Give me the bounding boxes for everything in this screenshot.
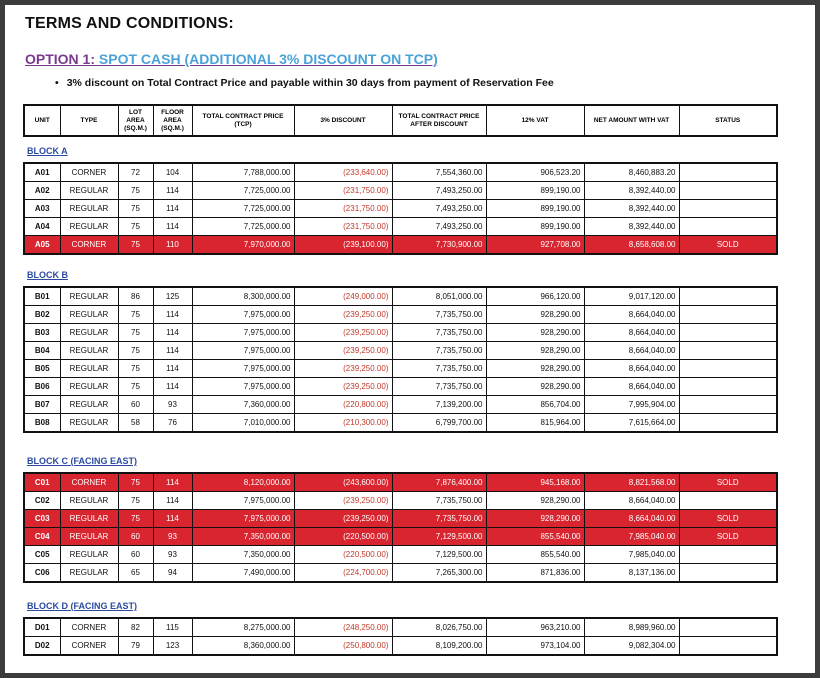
table-row — [24, 182, 777, 200]
cell-net-amount: 8,821,568.00 — [584, 473, 679, 492]
cell-floor-area: 114 — [153, 342, 192, 360]
cell-tcp-after-discount: 7,735,750.00 — [392, 306, 486, 324]
cell-discount: (239,250.00) — [294, 360, 392, 378]
cell-vat: 928,290.00 — [486, 378, 584, 396]
cell-type: REGULAR — [60, 564, 118, 583]
cell-vat: 927,708.00 — [486, 236, 584, 255]
cell-discount: (233,640.00) — [294, 163, 392, 182]
cell-lot-area: 82 — [118, 618, 153, 637]
cell-floor-area: 110 — [153, 236, 192, 255]
cell-unit: C02 — [24, 492, 60, 510]
cell-discount: (239,250.00) — [294, 492, 392, 510]
table-row — [24, 287, 777, 306]
cell-net-amount: 7,985,040.00 — [584, 528, 679, 546]
cell-status — [679, 324, 777, 342]
cell-tcp: 7,975,000.00 — [192, 360, 294, 378]
cell-net-amount: 9,017,120.00 — [584, 287, 679, 306]
cell-floor-area: 114 — [153, 473, 192, 492]
cell-unit: B07 — [24, 396, 60, 414]
page-title: TERMS AND CONDITIONS: — [25, 15, 234, 32]
cell-tcp: 8,360,000.00 — [192, 637, 294, 656]
cell-tcp-after-discount: 7,265,300.00 — [392, 564, 486, 583]
cell-type: REGULAR — [60, 492, 118, 510]
cell-unit: A01 — [24, 163, 60, 182]
cell-type: REGULAR — [60, 324, 118, 342]
header-floor-area: FLOOR AREA (SQ.M.) — [153, 105, 192, 136]
cell-tcp-after-discount: 8,026,750.00 — [392, 618, 486, 637]
cell-discount: (210,300.00) — [294, 414, 392, 433]
cell-tcp-after-discount: 7,129,500.00 — [392, 528, 486, 546]
cell-discount: (220,500.00) — [294, 546, 392, 564]
cell-tcp: 7,010,000.00 — [192, 414, 294, 433]
cell-vat: 899,190.00 — [486, 200, 584, 218]
cell-tcp: 7,350,000.00 — [192, 546, 294, 564]
cell-lot-area: 79 — [118, 637, 153, 656]
cell-vat: 973,104.00 — [486, 637, 584, 656]
cell-lot-area: 65 — [118, 564, 153, 583]
cell-floor-area: 115 — [153, 618, 192, 637]
cell-status: SOLD — [679, 236, 777, 255]
cell-net-amount: 8,460,883.20 — [584, 163, 679, 182]
cell-unit: C04 — [24, 528, 60, 546]
cell-type: REGULAR — [60, 218, 118, 236]
cell-lot-area: 86 — [118, 287, 153, 306]
cell-lot-area: 75 — [118, 378, 153, 396]
cell-discount: (224,700.00) — [294, 564, 392, 583]
cell-tcp: 7,725,000.00 — [192, 218, 294, 236]
cell-net-amount: 8,664,040.00 — [584, 324, 679, 342]
table-row — [24, 618, 777, 637]
cell-vat: 928,290.00 — [486, 510, 584, 528]
cell-type: CORNER — [60, 473, 118, 492]
cell-floor-area: 93 — [153, 396, 192, 414]
cell-status — [679, 492, 777, 510]
cell-type: REGULAR — [60, 510, 118, 528]
header-discount: 3% DISCOUNT — [294, 105, 392, 136]
cell-type: REGULAR — [60, 200, 118, 218]
cell-discount: (239,250.00) — [294, 324, 392, 342]
cell-lot-area: 75 — [118, 182, 153, 200]
cell-floor-area: 114 — [153, 378, 192, 396]
header-vat: 12% VAT — [486, 105, 584, 136]
cell-status — [679, 618, 777, 637]
cell-vat: 856,704.00 — [486, 396, 584, 414]
cell-discount: (220,500.00) — [294, 528, 392, 546]
cell-status — [679, 396, 777, 414]
cell-floor-area: 114 — [153, 306, 192, 324]
cell-unit: A03 — [24, 200, 60, 218]
table-row — [24, 236, 777, 255]
cell-vat: 928,290.00 — [486, 342, 584, 360]
cell-lot-area: 75 — [118, 360, 153, 378]
cell-discount: (248,250.00) — [294, 618, 392, 637]
cell-unit: B06 — [24, 378, 60, 396]
table-row — [24, 218, 777, 236]
cell-vat: 899,190.00 — [486, 218, 584, 236]
cell-type: REGULAR — [60, 528, 118, 546]
table-row — [24, 200, 777, 218]
cell-net-amount: 7,985,040.00 — [584, 546, 679, 564]
cell-unit: C06 — [24, 564, 60, 583]
cell-type: REGULAR — [60, 182, 118, 200]
cell-unit: A04 — [24, 218, 60, 236]
table-row — [24, 510, 777, 528]
cell-discount: (250,800.00) — [294, 637, 392, 656]
cell-type: REGULAR — [60, 546, 118, 564]
cell-tcp: 7,975,000.00 — [192, 492, 294, 510]
cell-vat: 963,210.00 — [486, 618, 584, 637]
cell-net-amount: 8,664,040.00 — [584, 510, 679, 528]
cell-lot-area: 75 — [118, 200, 153, 218]
cell-tcp: 7,975,000.00 — [192, 306, 294, 324]
cell-unit: A02 — [24, 182, 60, 200]
cell-tcp: 8,120,000.00 — [192, 473, 294, 492]
cell-tcp: 7,970,000.00 — [192, 236, 294, 255]
cell-net-amount: 8,664,040.00 — [584, 378, 679, 396]
table-row — [24, 324, 777, 342]
cell-net-amount: 8,658,608.00 — [584, 236, 679, 255]
block-table — [23, 472, 778, 583]
cell-net-amount: 8,664,040.00 — [584, 360, 679, 378]
cell-status — [679, 564, 777, 583]
cell-status — [679, 218, 777, 236]
cell-lot-area: 75 — [118, 492, 153, 510]
header-status: STATUS — [679, 105, 777, 136]
cell-tcp-after-discount: 6,799,700.00 — [392, 414, 486, 433]
cell-status: SOLD — [679, 473, 777, 492]
cell-tcp-after-discount: 8,051,000.00 — [392, 287, 486, 306]
cell-lot-area: 75 — [118, 218, 153, 236]
cell-discount: (239,250.00) — [294, 510, 392, 528]
cell-tcp-after-discount: 7,493,250.00 — [392, 218, 486, 236]
cell-floor-area: 114 — [153, 324, 192, 342]
cell-type: REGULAR — [60, 342, 118, 360]
cell-type: CORNER — [60, 163, 118, 182]
table-row — [24, 546, 777, 564]
cell-unit: D01 — [24, 618, 60, 637]
cell-discount: (231,750.00) — [294, 218, 392, 236]
cell-floor-area: 125 — [153, 287, 192, 306]
cell-unit: B05 — [24, 360, 60, 378]
table-row — [24, 473, 777, 492]
cell-lot-area: 75 — [118, 510, 153, 528]
document-page — [5, 5, 815, 673]
cell-lot-area: 60 — [118, 396, 153, 414]
cell-tcp: 7,350,000.00 — [192, 528, 294, 546]
cell-lot-area: 75 — [118, 473, 153, 492]
cell-type: REGULAR — [60, 378, 118, 396]
cell-status — [679, 414, 777, 433]
cell-unit: C01 — [24, 473, 60, 492]
cell-tcp: 7,725,000.00 — [192, 200, 294, 218]
cell-floor-area: 94 — [153, 564, 192, 583]
cell-net-amount: 8,137,136.00 — [584, 564, 679, 583]
cell-floor-area: 114 — [153, 510, 192, 528]
cell-discount: (239,100.00) — [294, 236, 392, 255]
cell-unit: B01 — [24, 287, 60, 306]
cell-status: SOLD — [679, 510, 777, 528]
cell-lot-area: 60 — [118, 546, 153, 564]
cell-type: CORNER — [60, 618, 118, 637]
cell-floor-area: 114 — [153, 182, 192, 200]
cell-vat: 871,836.00 — [486, 564, 584, 583]
cell-tcp-after-discount: 7,735,750.00 — [392, 492, 486, 510]
cell-net-amount: 8,392,440.00 — [584, 182, 679, 200]
cell-net-amount: 8,392,440.00 — [584, 200, 679, 218]
cell-vat: 966,120.00 — [486, 287, 584, 306]
cell-tcp-after-discount: 7,735,750.00 — [392, 342, 486, 360]
cell-tcp: 7,490,000.00 — [192, 564, 294, 583]
cell-status — [679, 546, 777, 564]
cell-tcp: 7,788,000.00 — [192, 163, 294, 182]
cell-tcp: 8,300,000.00 — [192, 287, 294, 306]
cell-discount: (231,750.00) — [294, 200, 392, 218]
cell-lot-area: 75 — [118, 342, 153, 360]
cell-vat: 906,523.20 — [486, 163, 584, 182]
cell-type: REGULAR — [60, 396, 118, 414]
table-row — [24, 528, 777, 546]
cell-status — [679, 163, 777, 182]
option-text: SPOT CASH (ADDITIONAL 3% DISCOUNT ON TCP) — [98, 51, 438, 67]
cell-floor-area: 114 — [153, 492, 192, 510]
cell-floor-area: 114 — [153, 218, 192, 236]
table-header — [23, 104, 778, 137]
cell-floor-area: 93 — [153, 528, 192, 546]
cell-vat: 899,190.00 — [486, 182, 584, 200]
cell-floor-area: 104 — [153, 163, 192, 182]
cell-vat: 945,168.00 — [486, 473, 584, 492]
cell-tcp-after-discount: 7,735,750.00 — [392, 378, 486, 396]
cell-status — [679, 637, 777, 656]
cell-discount: (239,250.00) — [294, 306, 392, 324]
cell-type: CORNER — [60, 236, 118, 255]
cell-unit: D02 — [24, 637, 60, 656]
cell-status: SOLD — [679, 528, 777, 546]
cell-floor-area: 76 — [153, 414, 192, 433]
cell-status — [679, 287, 777, 306]
block-label: BLOCK B — [27, 270, 68, 280]
header-tcp-after-discount: TOTAL CONTRACT PRICE AFTER DISCOUNT — [392, 105, 486, 136]
cell-vat: 815,964.00 — [486, 414, 584, 433]
cell-vat: 928,290.00 — [486, 492, 584, 510]
cell-status — [679, 342, 777, 360]
header-unit: UNIT — [24, 105, 60, 136]
table-row — [24, 414, 777, 433]
block-label: BLOCK D (FACING EAST) — [27, 601, 137, 611]
cell-tcp: 7,360,000.00 — [192, 396, 294, 414]
cell-discount: (239,250.00) — [294, 378, 392, 396]
cell-tcp-after-discount: 7,876,400.00 — [392, 473, 486, 492]
cell-net-amount: 8,664,040.00 — [584, 306, 679, 324]
cell-discount: (231,750.00) — [294, 182, 392, 200]
cell-tcp: 7,725,000.00 — [192, 182, 294, 200]
cell-tcp: 7,975,000.00 — [192, 342, 294, 360]
cell-tcp-after-discount: 7,493,250.00 — [392, 200, 486, 218]
cell-unit: A05 — [24, 236, 60, 255]
cell-net-amount: 9,082,304.00 — [584, 637, 679, 656]
cell-tcp-after-discount: 8,109,200.00 — [392, 637, 486, 656]
cell-lot-area: 72 — [118, 163, 153, 182]
cell-vat: 855,540.00 — [486, 546, 584, 564]
terms-bullet: • 3% discount on Total Contract Price and payable within 30 days from payment of Reservation Fee — [55, 77, 554, 89]
cell-net-amount: 7,615,664.00 — [584, 414, 679, 433]
header-tcp: TOTAL CONTRACT PRICE (TCP) — [192, 105, 294, 136]
cell-net-amount: 8,392,440.00 — [584, 218, 679, 236]
cell-tcp-after-discount: 7,730,900.00 — [392, 236, 486, 255]
block-table — [23, 617, 778, 656]
cell-tcp-after-discount: 7,735,750.00 — [392, 360, 486, 378]
table-row — [24, 564, 777, 583]
block-label: BLOCK A — [27, 146, 68, 156]
table-row — [24, 306, 777, 324]
cell-unit: B02 — [24, 306, 60, 324]
cell-tcp: 7,975,000.00 — [192, 378, 294, 396]
table-row — [24, 342, 777, 360]
table-row — [24, 163, 777, 182]
cell-status — [679, 378, 777, 396]
cell-type: CORNER — [60, 637, 118, 656]
cell-net-amount: 8,664,040.00 — [584, 342, 679, 360]
cell-unit: B08 — [24, 414, 60, 433]
cell-net-amount: 8,989,960.00 — [584, 618, 679, 637]
cell-net-amount: 8,664,040.00 — [584, 492, 679, 510]
cell-lot-area: 75 — [118, 236, 153, 255]
table-row — [24, 637, 777, 656]
cell-discount: (249,000.00) — [294, 287, 392, 306]
cell-lot-area: 75 — [118, 324, 153, 342]
cell-lot-area: 60 — [118, 528, 153, 546]
cell-status — [679, 200, 777, 218]
cell-unit: B04 — [24, 342, 60, 360]
cell-type: REGULAR — [60, 306, 118, 324]
cell-tcp: 7,975,000.00 — [192, 510, 294, 528]
cell-vat: 855,540.00 — [486, 528, 584, 546]
cell-lot-area: 58 — [118, 414, 153, 433]
cell-type: REGULAR — [60, 360, 118, 378]
header-lot-area: LOT AREA (SQ.M.) — [118, 105, 153, 136]
cell-type: REGULAR — [60, 414, 118, 433]
cell-tcp-after-discount: 7,735,750.00 — [392, 324, 486, 342]
cell-tcp: 8,275,000.00 — [192, 618, 294, 637]
block-table — [23, 286, 778, 433]
cell-lot-area: 75 — [118, 306, 153, 324]
option-label: OPTION 1: — [25, 51, 96, 67]
cell-tcp-after-discount: 7,735,750.00 — [392, 510, 486, 528]
cell-status — [679, 182, 777, 200]
cell-vat: 928,290.00 — [486, 306, 584, 324]
table-row — [24, 378, 777, 396]
cell-status — [679, 360, 777, 378]
cell-unit: C05 — [24, 546, 60, 564]
cell-vat: 928,290.00 — [486, 360, 584, 378]
cell-tcp-after-discount: 7,554,360.00 — [392, 163, 486, 182]
cell-floor-area: 93 — [153, 546, 192, 564]
cell-unit: C03 — [24, 510, 60, 528]
cell-discount: (220,800.00) — [294, 396, 392, 414]
cell-net-amount: 7,995,904.00 — [584, 396, 679, 414]
header-net-amount: NET AMOUNT WITH VAT — [584, 105, 679, 136]
block-label: BLOCK C (FACING EAST) — [27, 456, 137, 466]
cell-discount: (243,600.00) — [294, 473, 392, 492]
cell-vat: 928,290.00 — [486, 324, 584, 342]
option-heading — [25, 51, 438, 67]
cell-floor-area: 114 — [153, 360, 192, 378]
block-table — [23, 162, 778, 255]
cell-floor-area: 114 — [153, 200, 192, 218]
cell-discount: (239,250.00) — [294, 342, 392, 360]
cell-type: REGULAR — [60, 287, 118, 306]
table-row — [24, 492, 777, 510]
header-type: TYPE — [60, 105, 118, 136]
cell-tcp-after-discount: 7,129,500.00 — [392, 546, 486, 564]
cell-unit: B03 — [24, 324, 60, 342]
table-row — [24, 360, 777, 378]
table-row — [24, 396, 777, 414]
cell-status — [679, 306, 777, 324]
cell-tcp: 7,975,000.00 — [192, 324, 294, 342]
cell-floor-area: 123 — [153, 637, 192, 656]
cell-tcp-after-discount: 7,493,250.00 — [392, 182, 486, 200]
cell-tcp-after-discount: 7,139,200.00 — [392, 396, 486, 414]
